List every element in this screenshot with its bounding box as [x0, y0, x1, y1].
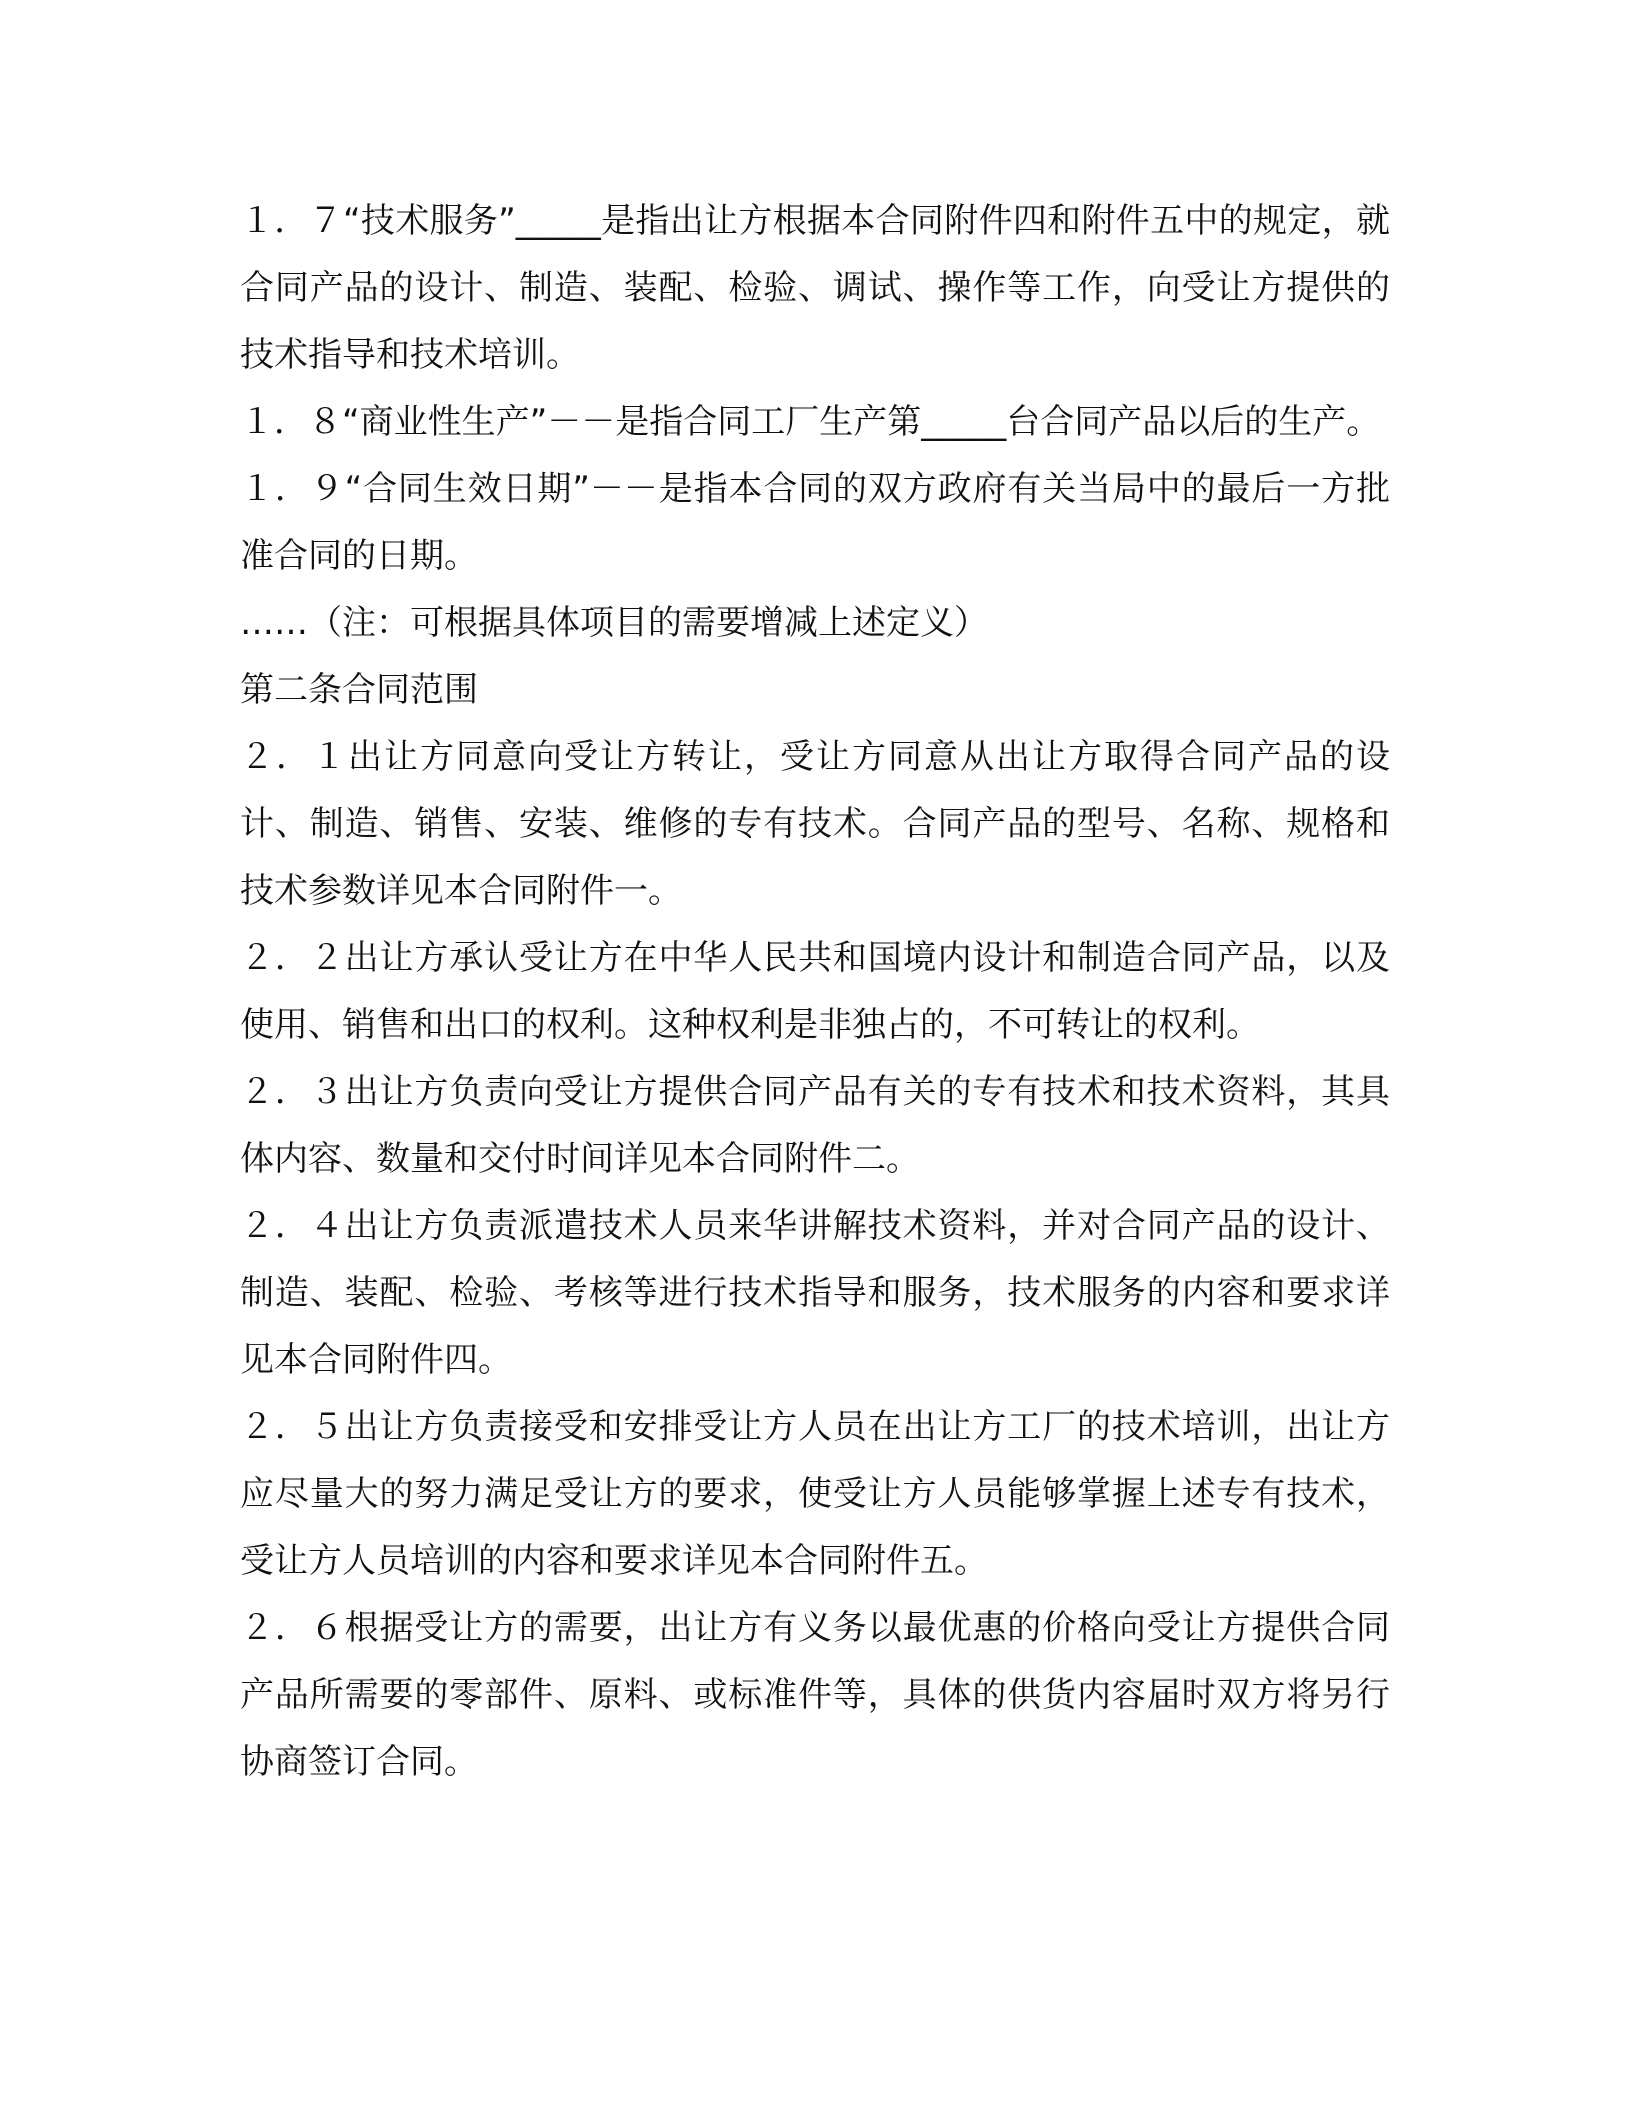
document-page [240, 188, 1390, 1796]
clause-2-1: ２．１出让方同意向受让方转让，受让方同意从出让方取得合同产品的设计、制造、销售、安装、维修的专有技术。合同产品的型号、名称、规格和技术参数详见本合同附件一。 [240, 737, 1390, 911]
definitions-note: ……（注：可根据具体项目的需要增减上述定义） [240, 603, 988, 643]
clause-2-2: ２．２出让方承认受让方在中华人民共和国境内设计和制造合同产品，以及使用、销售和出口的权利。这种权利是非独占的，不可转让的权利。 [240, 938, 1390, 1045]
clause-2-5: ２．５出让方负责接受和安排受让方人员在出让方工厂的技术培训，出让方应尽量大的努力满足受让方的要求，使受让方人员能够掌握上述专有技术，受让方人员培训的内容和要求详见本合同附件五。 [240, 1407, 1390, 1581]
clause-2-3: ２．３出让方负责向受让方提供合同产品有关的专有技术和技术资料，其具体内容、数量和交付时间详见本合同附件二。 [240, 1072, 1390, 1179]
clause-1-9: １．９“合同生效日期”－－是指本合同的双方政府有关当局中的最后一方批准合同的日期。 [240, 469, 1390, 576]
clause-1-7: １．７“技术服务”_____是指出让方根据本合同附件四和附件五中的规定，就合同产品的设计、制造、装配、检验、调试、操作等工作，向受让方提供的技术指导和技术培训。 [240, 201, 1390, 375]
clause-1-8: １．８“商业性生产”－－是指合同工厂生产第_____台合同产品以后的生产。 [240, 402, 1381, 442]
clause-2-6: ２．６根据受让方的需要，出让方有义务以最优惠的价格向受让方提供合同产品所需要的零部件、原料、或标准件等，具体的供货内容届时双方将另行协商签订合同。 [240, 1608, 1390, 1782]
article-2-heading: 第二条合同范围 [240, 670, 478, 710]
clause-2-4: ２．４出让方负责派遣技术人员来华讲解技术资料，并对合同产品的设计、制造、装配、检验、考核等进行技术指导和服务，技术服务的内容和要求详见本合同附件四。 [240, 1206, 1390, 1380]
